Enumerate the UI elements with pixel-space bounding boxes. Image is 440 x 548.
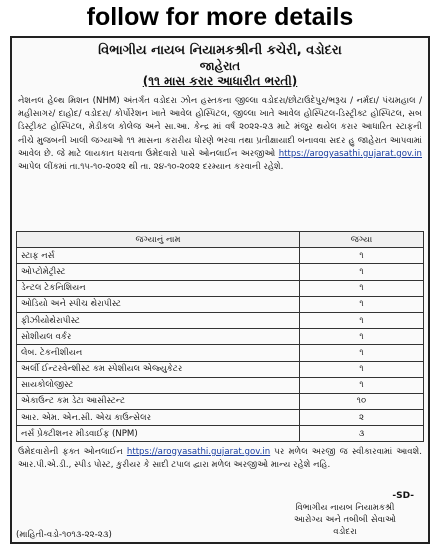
post-name: એકાઉન્ટ કમ ડેટા આસીસ્ટન્ટ [17, 393, 300, 409]
post-count: ૨ [300, 410, 424, 426]
post-count: ૧ [300, 345, 424, 361]
table-row [17, 329, 424, 345]
post-name: સ્ટાફ નર્સ [17, 248, 300, 264]
post-count: ૩ [300, 426, 424, 442]
table-row [17, 410, 424, 426]
vacancy-table [16, 231, 424, 442]
header-vacancies: જગ્યા [300, 232, 424, 248]
post-count: ૧ [300, 329, 424, 345]
follow-banner: follow for more details [86, 3, 354, 31]
table-row [17, 264, 424, 280]
post-name: અર્લી ઈન્ટરવેન્શીસ્ટ કમ સ્પેશીયલ એજ્યુકેટર [17, 361, 300, 377]
post-count: ૧ [300, 296, 424, 312]
body-text-start: નેશનલ હેલ્થ મિશન (NHM) અંતર્ગત વડોદરા ઝોન હસ્તકના જીલ્લા વડોદરા/છોટાઉદેપુર/ભરૂચ / નર્મદા/ પંચમહાલ / મહીસાગર/ દાહોદ/ વડોદરા/ કોર્પોરેશન ખાતે આવેલ હોસ્પિટલ, જીલ્લા ખાતે આવેલ હોસ્પિટલ-ડિસ્ટ્રીક્ટ હોસ્પિટલ, સબ ડિસ્ટ્રીક્ટ હોસ્પિટલ, મેડીકલ કોલેજ અને સા.આ. કેન્દ્ર માં વર્ષ ૨૦૨૨-૨૩ માટે મંજુર થયેલ કરાર આધારિત સ્ટાફની નીચે મુજબની ખાલી જગ્યાઓ ૧૧ માસના કરારીય ધોરણે ભરવા તથા પ્રતીક્ષાયાદી બનાવવા સદર હુ જાહેરાત આપવામાં આવેલ છે. જે માટે લાયકાત ધરાવતા ઉમેદવારો પાસે ઓનલાઈન અરજીઓ [18, 96, 422, 159]
footer-text-start: ઉમેદવારોની ફક્ત ઓનલાઈન [18, 447, 127, 457]
table-row [17, 426, 424, 442]
signatory-department: આરોગ્ય અને તબીબી સેવાઓ [293, 515, 397, 525]
body-text-end: આપેલ લીંકમાં તા.૧૫-૧૦-૨૦૨૨ થી તા. ૨૪-૧૦-૨૦૨૨ દરમ્યાન કરવાની રહેશે. [18, 162, 284, 173]
table-row [17, 361, 424, 377]
signatory-city: વડોદરા [333, 527, 357, 537]
notice-subheading: (૧૧ માસ કરાર આધારીત ભરતી) [142, 74, 298, 88]
post-name: સોશીયલ વર્કર [17, 329, 300, 345]
post-name: નર્સ પ્રેક્ટીશનર મીડવાઈફ (NPM) [17, 426, 300, 442]
post-name: લેબ. ટેકનીશીયન [17, 345, 300, 361]
notice-heading: જાહેરાત [199, 59, 241, 73]
application-instructions [18, 446, 422, 472]
signature-block [270, 490, 420, 538]
notice-body [18, 95, 422, 175]
post-count: ૧ [300, 264, 424, 280]
office-title: વિભાગીય નાયબ નિયામકશ્રીની કચેરી, વડોદરા [98, 43, 342, 58]
post-name: ફીઝીયોથેરાપીસ્ટ [17, 312, 300, 328]
post-name: ઓપ્ટોમેટ્રીસ્ટ [17, 264, 300, 280]
table-row [17, 312, 424, 328]
post-name: ઓડિયો અને સ્પીચ થેરાપીસ્ટ [17, 296, 300, 312]
reference-number: (માહિતી-વડો-૧૦૧૩-૨૨-૨૩) [16, 530, 112, 540]
post-count: ૧ [300, 280, 424, 296]
post-count: ૧ [300, 361, 424, 377]
post-count: ૧ [300, 248, 424, 264]
table-row [17, 296, 424, 312]
signature-sd: -SD- [392, 491, 414, 501]
header-post-name: જગ્યાનું નામ [17, 232, 300, 248]
footer-application-link[interactable]: https://arogyasathi.gujarat.gov.in [126, 447, 271, 457]
post-count: ૧ [300, 312, 424, 328]
post-count: ૧૦ [300, 393, 424, 409]
table-row [17, 377, 424, 393]
post-name: સાયકોલોજીસ્ટ [17, 377, 300, 393]
table-row [17, 280, 424, 296]
post-name: આર. એમ. એન.સી. એચ કાઉન્સેલર [17, 410, 300, 426]
table-row [17, 345, 424, 361]
post-count: ૧ [300, 377, 424, 393]
post-name: ડેન્ટલ ટેકનિશિયન [17, 280, 300, 296]
application-link[interactable]: https://arogyasathi.gujarat.gov.in [278, 148, 422, 159]
table-row [17, 248, 424, 264]
footer-text-end: પર મળેલ અરજી જ સ્વીકારવામાં આવશે. આર.પી.એ.ડી., સ્પીડ પોસ્ટ, કુરીયર કે સાદી ટપાલ દ્વારા મળેલ અરજીઓ માન્ય રહેશે નહિ. [18, 447, 422, 471]
table-row [17, 393, 424, 409]
table-header-row [17, 232, 424, 248]
signatory-title: વિભાગીય નાયબ નિયામકશ્રી [295, 503, 395, 513]
recruitment-notice [10, 36, 430, 544]
